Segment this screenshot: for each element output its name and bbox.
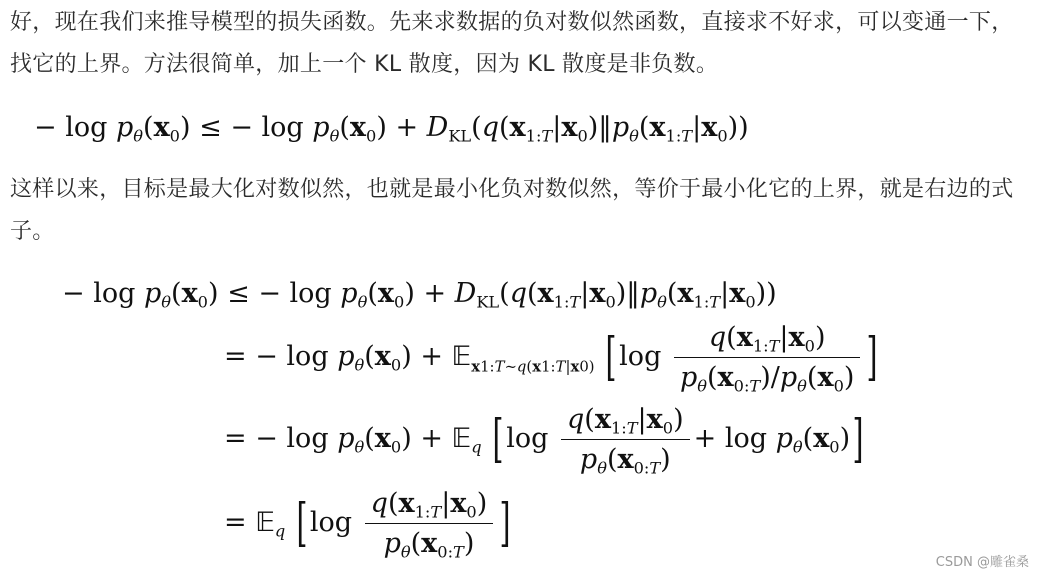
- fraction-1: $\frac{q(x_{1:T}|x_0)}{p_\theta(x_{0:T})/p_\theta(x_0)}$: [674, 322, 860, 393]
- explanation-paragraph: 这样以来，目标是最大化对数似然，也就是最小化负对数似然，等价于最小化它的上界，就是右边的式子。: [10, 177, 1014, 244]
- csdn-watermark: CSDN @雕雀桑: [935, 555, 1029, 570]
- equation-kl-bound: − $\log p_\theta(x_0)$ ≤ − $\log p_\theta(x_0)$ + $D_{KL}(q(x_{1:T}|x_0)‖p_\theta(x_{1:T}|x_0))$: [34, 112, 749, 146]
- fraction-3: $\frac{q(x_{1:T}|x_0)}{p_\theta(x_{0:T})}$: [365, 488, 494, 559]
- derivation-line-2: = − $\log p_\theta(x_0)$ + 𝔼$_{x1:T\sim q(x1:T|x0)}$ [log $\frac{q(x_{1:T}|x_0)}{p_\theta(x_{0:T})/p_\theta(x_0)}$ ]: [224, 322, 878, 396]
- derivation-line-4: = 𝔼$_q$ [log $\frac{q(x_{1:T}|x_0)}{p_\theta(x_{0:T})}$ ]: [224, 488, 511, 562]
- derivation-line-3: = − $\log p_\theta(x_0)$ + 𝔼$_q$ [log $\frac{q(x_{1:T}|x_0)}{p_\theta(x_{0:T})}$ + $\log p_\theta(x_0)$]: [224, 404, 864, 478]
- intro-paragraph: 好，现在我们来推导模型的损失函数。先来求数据的负对数似然函数，直接求不好求，可以变通一下，找它的上界。方法很简单，加上一个 KL 散度，因为 KL 散度是非负数。: [10, 10, 1014, 77]
- derivation-line-1: − $\log p_\theta(x_0)$ ≤ − $\log p_\theta(x_0)$ + $D_{KL}(q(x_{1:T}|x_0)‖p_\theta(x_{1:T}|x_0))$: [62, 278, 777, 312]
- fraction-2: $\frac{q(x_{1:T}|x_0)}{p_\theta(x_{0:T})}$: [561, 404, 690, 475]
